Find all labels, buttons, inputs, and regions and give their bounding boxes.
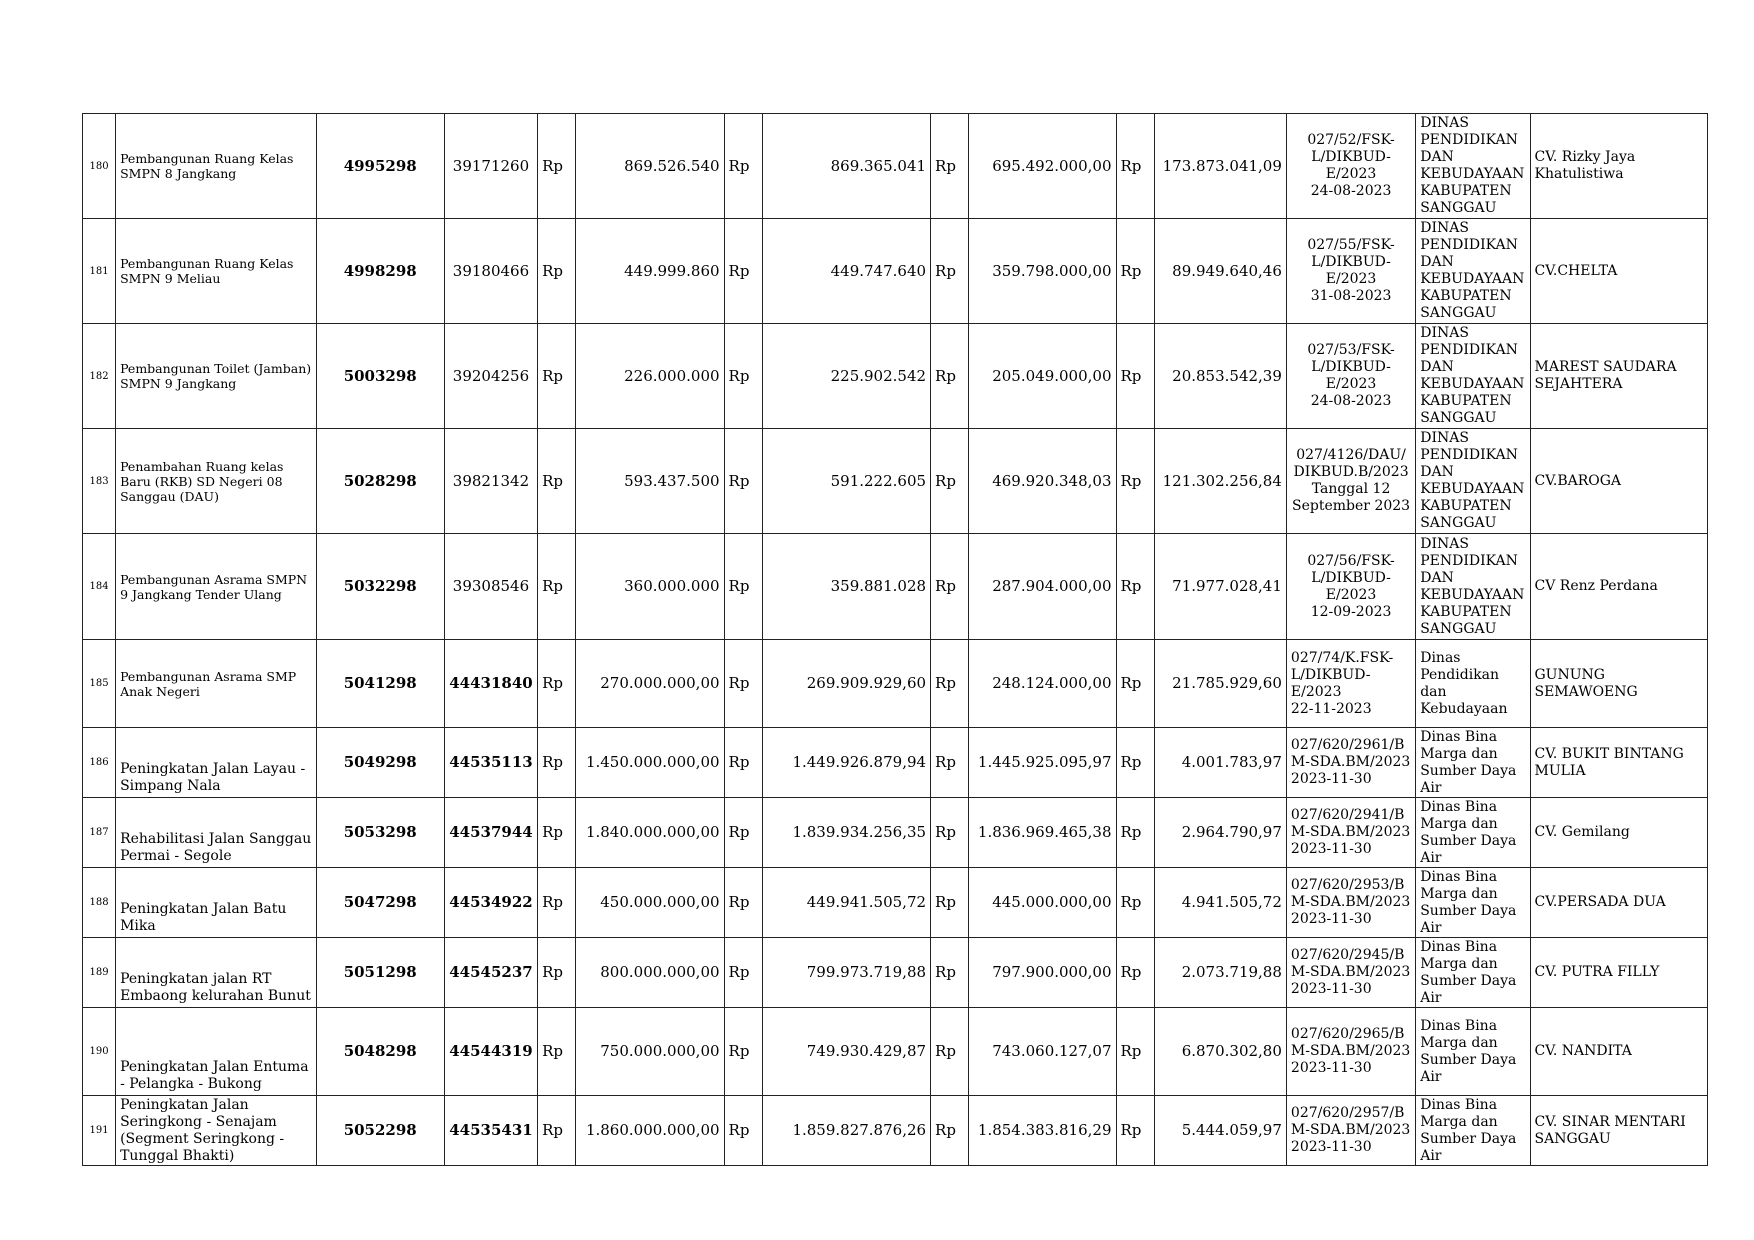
agency-text: DINAS PENDIDIKAN DAN KEBUDAYAAN KABUPATEN SANGGAU xyxy=(1420,220,1525,321)
currency-label: Rp xyxy=(1116,938,1154,1008)
pagu-amount: 226.000.000 xyxy=(576,324,724,429)
package-code: 39308546 xyxy=(444,534,537,640)
currency-label: Rp xyxy=(538,429,576,534)
row-number: 186 xyxy=(83,728,116,798)
currency-label: Rp xyxy=(724,728,762,798)
package-code: 44534922 xyxy=(444,868,537,938)
currency-label: Rp xyxy=(1116,868,1154,938)
contractor-text: CV. Rizky Jaya Khatulistiwa xyxy=(1534,149,1636,182)
contract-number-text: 027/620/2941/B M-SDA.BM/2023 2023-11-30 xyxy=(1290,807,1411,857)
rup-code: 5028298 xyxy=(316,429,444,534)
agency-text: DINAS PENDIDIKAN DAN KEBUDAYAAN KABUPATEN SANGGAU xyxy=(1420,325,1525,426)
hps-amount: 1.839.934.256,35 xyxy=(762,798,930,868)
currency-label: Rp xyxy=(931,868,969,938)
agency-text: Dinas Bina Marga dan Sumber Daya Air xyxy=(1420,1096,1517,1164)
contractor xyxy=(1530,868,1708,938)
package-code: 44535431 xyxy=(444,1096,537,1166)
currency-label: Rp xyxy=(931,1008,969,1096)
row-number: 191 xyxy=(83,1096,116,1166)
table-row xyxy=(83,429,1708,534)
pagu-amount: 800.000.000,00 xyxy=(576,938,724,1008)
package-code: 39204256 xyxy=(444,324,537,429)
row-number: 183 xyxy=(83,429,116,534)
contract-number xyxy=(1286,1008,1415,1096)
contractor-text: CV. PUTRA FILLY xyxy=(1534,964,1660,980)
hps-amount: 1.449.926.879,94 xyxy=(762,728,930,798)
agency-text: DINAS PENDIDIKAN DAN KEBUDAYAAN KABUPATEN SANGGAU xyxy=(1420,430,1525,531)
difference-amount: 89.949.640,46 xyxy=(1154,219,1286,324)
currency-label: Rp xyxy=(931,798,969,868)
rup-code: 4998298 xyxy=(316,219,444,324)
pagu-amount: 1.450.000.000,00 xyxy=(576,728,724,798)
row-number: 184 xyxy=(83,534,116,640)
contract-number-text: 027/620/2957/B M-SDA.BM/2023 2023-11-30 xyxy=(1290,1105,1411,1155)
row-number: 181 xyxy=(83,219,116,324)
project-name: Peningkatan jalan RT Embaong kelurahan Bunut xyxy=(116,938,316,1008)
project-name: Peningkatan Jalan Layau - Simpang Nala xyxy=(116,728,316,798)
agency xyxy=(1416,640,1530,728)
difference-amount: 71.977.028,41 xyxy=(1154,534,1286,640)
agency-text: Dinas Bina Marga dan Sumber Daya Air xyxy=(1420,798,1517,866)
row-number: 189 xyxy=(83,938,116,1008)
table-row xyxy=(83,728,1708,798)
hps-amount: 449.747.640 xyxy=(762,219,930,324)
hps-amount: 591.222.605 xyxy=(762,429,930,534)
hps-amount: 869.365.041 xyxy=(762,114,930,219)
currency-label: Rp xyxy=(724,534,762,640)
currency-label: Rp xyxy=(538,114,576,219)
pagu-amount: 750.000.000,00 xyxy=(576,1008,724,1096)
currency-label: Rp xyxy=(1116,219,1154,324)
contract-number-text: 027/620/2945/B M-SDA.BM/2023 2023-11-30 xyxy=(1290,947,1411,997)
contract-amount: 359.798.000,00 xyxy=(969,219,1116,324)
difference-amount: 4.941.505,72 xyxy=(1154,868,1286,938)
contractor xyxy=(1530,114,1708,219)
currency-label: Rp xyxy=(538,868,576,938)
currency-label: Rp xyxy=(724,640,762,728)
currency-label: Rp xyxy=(538,640,576,728)
agency xyxy=(1416,1008,1530,1096)
agency xyxy=(1416,219,1530,324)
agency xyxy=(1416,1096,1530,1166)
currency-label: Rp xyxy=(1116,1096,1154,1166)
table-row xyxy=(83,938,1708,1008)
currency-label: Rp xyxy=(931,324,969,429)
table-row xyxy=(83,868,1708,938)
contract-number-text: 027/620/2965/B M-SDA.BM/2023 2023-11-30 xyxy=(1290,1026,1411,1076)
currency-label: Rp xyxy=(931,1096,969,1166)
currency-label: Rp xyxy=(931,640,969,728)
rup-code: 5051298 xyxy=(316,938,444,1008)
project-name: Peningkatan Jalan Batu Mika xyxy=(116,868,316,938)
project-name: Pembangunan Ruang Kelas SMPN 9 Meliau xyxy=(116,219,316,324)
currency-label: Rp xyxy=(538,324,576,429)
project-name: Penambahan Ruang kelas Baru (RKB) SD Negeri 08 Sanggau (DAU) xyxy=(116,429,316,534)
contractor xyxy=(1530,429,1708,534)
hps-amount: 449.941.505,72 xyxy=(762,868,930,938)
contract-number-text: 027/620/2961/B M-SDA.BM/2023 2023-11-30 xyxy=(1290,737,1411,787)
agency-text: Dinas Bina Marga dan Sumber Daya Air xyxy=(1420,1017,1517,1085)
package-code: 44431840 xyxy=(444,640,537,728)
difference-amount: 2.964.790,97 xyxy=(1154,798,1286,868)
hps-amount: 269.909.929,60 xyxy=(762,640,930,728)
currency-label: Rp xyxy=(1116,798,1154,868)
contractor-text: CV.BAROGA xyxy=(1534,472,1622,489)
contractor-text: CV. Gemilang xyxy=(1534,824,1630,840)
currency-label: Rp xyxy=(724,798,762,868)
project-name: Peningkatan Jalan Seringkong - Senajam (Segment Seringkong - Tunggal Bhakti) xyxy=(116,1096,316,1166)
contractor-text: CV. NANDITA xyxy=(1534,1043,1632,1059)
currency-label: Rp xyxy=(724,938,762,1008)
currency-label: Rp xyxy=(931,429,969,534)
difference-amount: 5.444.059,97 xyxy=(1154,1096,1286,1166)
currency-label: Rp xyxy=(538,1008,576,1096)
rup-code: 5003298 xyxy=(316,324,444,429)
contractor xyxy=(1530,938,1708,1008)
currency-label: Rp xyxy=(931,219,969,324)
currency-label: Rp xyxy=(724,114,762,219)
contract-number-text: 027/55/FSK- L/DIKBUD- E/2023 31-08-2023 xyxy=(1307,237,1395,304)
table-row xyxy=(83,798,1708,868)
procurement-table xyxy=(82,113,1708,1166)
package-code: 44545237 xyxy=(444,938,537,1008)
contract-amount: 797.900.000,00 xyxy=(969,938,1116,1008)
contract-number xyxy=(1286,219,1415,324)
contract-number-text: 027/56/FSK- L/DIKBUD- E/2023 12-09-2023 xyxy=(1307,552,1395,620)
row-number: 185 xyxy=(83,640,116,728)
contractor-text: GUNUNG SEMAWOENG xyxy=(1534,666,1638,700)
agency xyxy=(1416,938,1530,1008)
pagu-amount: 270.000.000,00 xyxy=(576,640,724,728)
contract-amount: 445.000.000,00 xyxy=(969,868,1116,938)
contract-amount: 205.049.000,00 xyxy=(969,324,1116,429)
contract-number xyxy=(1286,728,1415,798)
currency-label: Rp xyxy=(724,868,762,938)
agency-text: Dinas Bina Marga dan Sumber Daya Air xyxy=(1420,938,1517,1006)
currency-label: Rp xyxy=(538,1096,576,1166)
currency-label: Rp xyxy=(724,219,762,324)
agency xyxy=(1416,728,1530,798)
table-body xyxy=(83,114,1708,1166)
currency-label: Rp xyxy=(724,1096,762,1166)
rup-code: 5049298 xyxy=(316,728,444,798)
contract-number-text: 027/52/FSK- L/DIKBUD- E/2023 24-08-2023 xyxy=(1307,132,1395,199)
pagu-amount: 450.000.000,00 xyxy=(576,868,724,938)
project-name: Pembangunan Asrama SMPN 9 Jangkang Tender Ulang xyxy=(116,534,316,640)
currency-label: Rp xyxy=(538,798,576,868)
contract-amount: 743.060.127,07 xyxy=(969,1008,1116,1096)
row-number: 190 xyxy=(83,1008,116,1096)
agency-text: Dinas Bina Marga dan Sumber Daya Air xyxy=(1420,728,1517,796)
currency-label: Rp xyxy=(1116,640,1154,728)
contractor xyxy=(1530,728,1708,798)
difference-amount: 2.073.719,88 xyxy=(1154,938,1286,1008)
contract-number-text: 027/53/FSK- L/DIKBUD- E/2023 24-08-2023 xyxy=(1307,342,1395,409)
currency-label: Rp xyxy=(538,219,576,324)
currency-label: Rp xyxy=(538,938,576,1008)
currency-label: Rp xyxy=(931,938,969,1008)
hps-amount: 799.973.719,88 xyxy=(762,938,930,1008)
currency-label: Rp xyxy=(1116,324,1154,429)
contract-number xyxy=(1286,640,1415,728)
table-row xyxy=(83,114,1708,219)
currency-label: Rp xyxy=(724,324,762,429)
project-name: Pembangunan Ruang Kelas SMPN 8 Jangkang xyxy=(116,114,316,219)
currency-label: Rp xyxy=(1116,114,1154,219)
currency-label: Rp xyxy=(538,534,576,640)
pagu-amount: 360.000.000 xyxy=(576,534,724,640)
difference-amount: 173.873.041,09 xyxy=(1154,114,1286,219)
contract-amount: 469.920.348,03 xyxy=(969,429,1116,534)
package-code: 44537944 xyxy=(444,798,537,868)
rup-code: 5047298 xyxy=(316,868,444,938)
rup-code: 5032298 xyxy=(316,534,444,640)
row-number: 182 xyxy=(83,324,116,429)
contract-number xyxy=(1286,324,1415,429)
contract-amount: 248.124.000,00 xyxy=(969,640,1116,728)
contract-amount: 1.445.925.095,97 xyxy=(969,728,1116,798)
project-name: Pembangunan Toilet (Jamban) SMPN 9 Jangkang xyxy=(116,324,316,429)
currency-label: Rp xyxy=(724,1008,762,1096)
agency-text: DINAS PENDIDIKAN DAN KEBUDAYAAN KABUPATEN SANGGAU xyxy=(1420,115,1525,216)
contractor-text: CV.CHELTA xyxy=(1534,262,1618,279)
row-number: 188 xyxy=(83,868,116,938)
contract-number xyxy=(1286,938,1415,1008)
row-number: 187 xyxy=(83,798,116,868)
contract-number-text: 027/74/K.FSK- L/DIKBUD- E/2023 22-11-2023 xyxy=(1290,649,1394,717)
contract-number-text: 027/4126/DAU/ DIKBUD.B/2023 Tanggal 12 September 2023 xyxy=(1292,447,1411,514)
contractor-text: CV. BUKIT BINTANG MULIA xyxy=(1534,745,1684,779)
contract-number xyxy=(1286,429,1415,534)
rup-code: 5041298 xyxy=(316,640,444,728)
contract-amount: 1.836.969.465,38 xyxy=(969,798,1116,868)
pagu-amount: 1.840.000.000,00 xyxy=(576,798,724,868)
contractor-text: MAREST SAUDARA SEJAHTERA xyxy=(1534,359,1677,392)
pagu-amount: 869.526.540 xyxy=(576,114,724,219)
contractor xyxy=(1530,798,1708,868)
package-code: 39171260 xyxy=(444,114,537,219)
contractor-text: CV Renz Perdana xyxy=(1534,578,1658,594)
rup-code: 5053298 xyxy=(316,798,444,868)
contractor xyxy=(1530,1096,1708,1166)
package-code: 44535113 xyxy=(444,728,537,798)
hps-amount: 359.881.028 xyxy=(762,534,930,640)
agency xyxy=(1416,429,1530,534)
agency xyxy=(1416,114,1530,219)
difference-amount: 121.302.256,84 xyxy=(1154,429,1286,534)
currency-label: Rp xyxy=(931,114,969,219)
hps-amount: 749.930.429,87 xyxy=(762,1008,930,1096)
agency-text: DINAS PENDIDIKAN DAN KEBUDAYAAN KABUPATEN SANGGAU xyxy=(1420,535,1525,637)
contract-amount: 695.492.000,00 xyxy=(969,114,1116,219)
difference-amount: 21.785.929,60 xyxy=(1154,640,1286,728)
contract-number-text: 027/620/2953/B M-SDA.BM/2023 2023-11-30 xyxy=(1290,877,1411,927)
package-code: 39180466 xyxy=(444,219,537,324)
currency-label: Rp xyxy=(1116,1008,1154,1096)
table-row xyxy=(83,1096,1708,1166)
table-row xyxy=(83,219,1708,324)
rup-code: 5048298 xyxy=(316,1008,444,1096)
currency-label: Rp xyxy=(1116,429,1154,534)
rup-code: 4995298 xyxy=(316,114,444,219)
contract-number xyxy=(1286,868,1415,938)
difference-amount: 4.001.783,97 xyxy=(1154,728,1286,798)
currency-label: Rp xyxy=(1116,728,1154,798)
contract-amount: 1.854.383.816,29 xyxy=(969,1096,1116,1166)
difference-amount: 20.853.542,39 xyxy=(1154,324,1286,429)
row-number: 180 xyxy=(83,114,116,219)
rup-code: 5052298 xyxy=(316,1096,444,1166)
contractor-text: CV.PERSADA DUA xyxy=(1534,894,1666,910)
contractor xyxy=(1530,534,1708,640)
pagu-amount: 1.860.000.000,00 xyxy=(576,1096,724,1166)
table-row xyxy=(83,324,1708,429)
hps-amount: 225.902.542 xyxy=(762,324,930,429)
agency xyxy=(1416,534,1530,640)
hps-amount: 1.859.827.876,26 xyxy=(762,1096,930,1166)
pagu-amount: 449.999.860 xyxy=(576,219,724,324)
contract-number xyxy=(1286,1096,1415,1166)
contractor-text: CV. SINAR MENTARI SANGGAU xyxy=(1534,1113,1686,1147)
currency-label: Rp xyxy=(724,429,762,534)
contractor xyxy=(1530,324,1708,429)
table-row xyxy=(83,534,1708,640)
contract-number xyxy=(1286,798,1415,868)
agency-text: Dinas Pendidikan dan Kebudayaan xyxy=(1420,649,1508,717)
agency-text: Dinas Bina Marga dan Sumber Daya Air xyxy=(1420,868,1517,936)
agency xyxy=(1416,868,1530,938)
contractor xyxy=(1530,219,1708,324)
project-name: Peningkatan Jalan Entuma - Pelangka - Bukong xyxy=(116,1008,316,1096)
contractor xyxy=(1530,640,1708,728)
contractor xyxy=(1530,1008,1708,1096)
project-name: Pembangunan Asrama SMP Anak Negeri xyxy=(116,640,316,728)
package-code: 44544319 xyxy=(444,1008,537,1096)
contract-number xyxy=(1286,114,1415,219)
currency-label: Rp xyxy=(1116,534,1154,640)
agency xyxy=(1416,798,1530,868)
agency xyxy=(1416,324,1530,429)
package-code: 39821342 xyxy=(444,429,537,534)
difference-amount: 6.870.302,80 xyxy=(1154,1008,1286,1096)
currency-label: Rp xyxy=(931,534,969,640)
pagu-amount: 593.437.500 xyxy=(576,429,724,534)
currency-label: Rp xyxy=(538,728,576,798)
table-row xyxy=(83,1008,1708,1096)
contract-number xyxy=(1286,534,1415,640)
project-name: Rehabilitasi Jalan Sanggau Permai - Segole xyxy=(116,798,316,868)
table-row xyxy=(83,640,1708,728)
contract-amount: 287.904.000,00 xyxy=(969,534,1116,640)
currency-label: Rp xyxy=(931,728,969,798)
